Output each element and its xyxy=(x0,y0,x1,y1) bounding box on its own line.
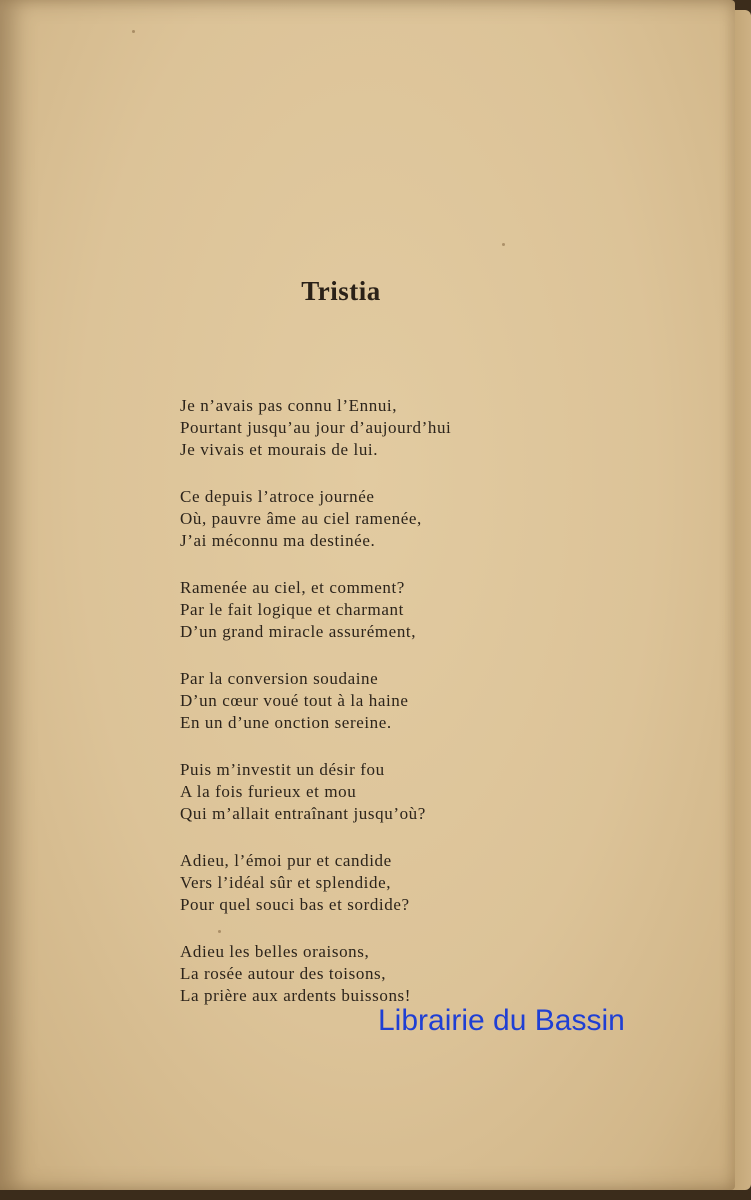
watermark: Librairie du Bassin xyxy=(378,1004,625,1037)
poem-line: Par la conversion soudaine xyxy=(180,669,379,688)
poem-line: Par le fait logique et charmant xyxy=(180,600,404,619)
poem-title: Tristia xyxy=(301,276,381,306)
poem-line: D’un grand miracle assurément, xyxy=(180,622,417,641)
poem-line: Vers l’idéal sûr et splendide, xyxy=(180,873,392,892)
poem-line: Ce depuis l’atroce journée xyxy=(180,487,375,506)
poem-line: Qui m’allait entraînant jusqu’où? xyxy=(180,804,426,823)
poem-line: La rosée autour des toisons, xyxy=(180,964,387,983)
stanza xyxy=(180,850,600,916)
poem-line: Je n’avais pas connu l’Ennui, xyxy=(180,396,398,415)
poem-line: Où, pauvre âme au ciel ramenée, xyxy=(180,509,422,528)
poem-line: Ramenée au ciel, et comment? xyxy=(180,578,405,597)
poem-line: Pour quel souci bas et sordide? xyxy=(180,895,410,914)
stanza xyxy=(180,395,600,461)
poem-line: J’ai méconnu ma destinée. xyxy=(180,531,376,550)
stanza xyxy=(180,486,600,552)
paper-speck xyxy=(502,243,505,246)
poem-line: D’un cœur voué tout à la haine xyxy=(180,691,409,710)
poem-line: Pourtant jusqu’au jour d’aujourd’hui xyxy=(180,418,452,437)
poem-line: Puis m’investit un désir fou xyxy=(180,760,385,779)
poem-line: Adieu les belles oraisons, xyxy=(180,942,370,961)
stanza xyxy=(180,668,600,734)
stanza xyxy=(180,577,600,643)
paper-speck xyxy=(132,30,135,33)
poem-line: Je vivais et mourais de lui. xyxy=(180,440,379,459)
poem-body xyxy=(180,395,600,1032)
stanza xyxy=(180,759,600,825)
poem-line: En un d’une onction sereine. xyxy=(180,713,392,732)
poem-line: A la fois furieux et mou xyxy=(180,782,357,801)
stanza xyxy=(180,941,600,1007)
poem-line: La prière aux ardents buissons! xyxy=(180,986,412,1005)
poem-line: Adieu, l’émoi pur et candide xyxy=(180,851,392,870)
